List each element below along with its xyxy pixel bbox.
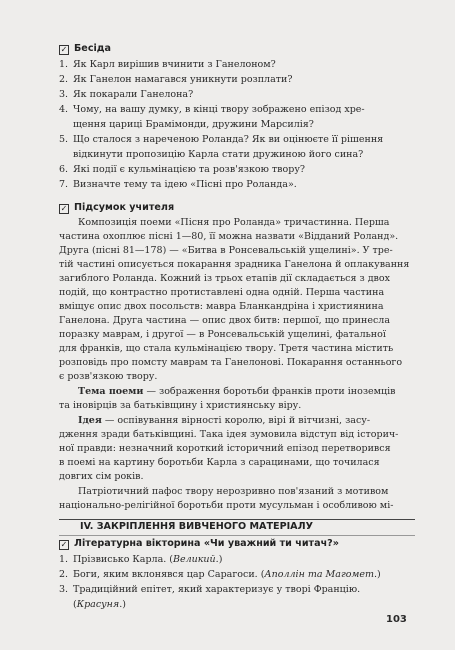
- summary-line: Патріотичний пафос твору нерозривно пов'язаний з мотивом: [78, 486, 389, 497]
- question-number: 6.: [59, 164, 69, 175]
- summary-line: вміщує опис двох посольств: мавра Бланкандріна і християнина: [59, 301, 384, 312]
- summary-line: для франків, що стала кульмінацією твору. Третя частина містить: [59, 343, 394, 354]
- checkbox-icon: ✓: [60, 204, 68, 213]
- quiz-item: (Красуня.): [73, 599, 126, 610]
- question-text: Як Ганелон намагався уникнути розплати?: [73, 74, 293, 85]
- question-text: Як Карл вирішив вчинити з Ганелоном?: [73, 59, 276, 70]
- summary-line: частина охоплює пісні 1—80, її можна назвати «Відданий Роланд».: [59, 231, 399, 242]
- summary-heading: ✓ Підсумок учителя: [60, 202, 175, 213]
- summary-line: поразку маврам, і другої — в Ронсевальській ущелині, фатальної: [59, 329, 386, 340]
- question-number: 3.: [59, 89, 69, 100]
- question-number: 2.: [59, 74, 69, 85]
- summary-line: розповідь про помсту маврам та Ганелонові. Покарання останнього: [59, 357, 403, 368]
- quiz-answer: Аполлін та Магомет: [264, 569, 374, 580]
- idea-line: [78, 415, 370, 426]
- quiz-number: 2.: [59, 569, 69, 580]
- question-text: щення цариці Брамімонди, дружини Марсилія?: [73, 119, 314, 130]
- theme-label: Тема поеми: [78, 386, 144, 397]
- summary-line: Друга (пісні 81—178) — «Битва в Ронсевальській ущелині». У тре-: [59, 245, 393, 256]
- quiz-answer: Красуня: [76, 599, 120, 610]
- quiz-item: Традиційний епітет, який характеризує у творі Францію.: [73, 584, 361, 595]
- idea-text: — оспівування вірності королю, вірі й вітчизні, засу-: [101, 415, 371, 426]
- question-text: відкинути пропозицію Карла стати дружиною його сина?: [73, 149, 364, 160]
- question-text: Чому, на вашу думку, в кінці твору зображено епізод хре-: [73, 104, 365, 115]
- summary-line: та іновірців за батьківщину і християнську віру.: [59, 400, 302, 411]
- summary-line: довгих сім років.: [59, 471, 144, 482]
- summary-line: тій частині описується покарання зрадника Ганелона й оплакування: [59, 259, 410, 270]
- question-text: Як покарали Ганелона?: [73, 89, 194, 100]
- quiz-heading: ✓ Літературна вікторина «Чи уважний ти читач?»: [60, 538, 339, 549]
- summary-line: національно-релігійної боротьби проти мусульман і особливою мі-: [59, 500, 394, 511]
- summary-line: ної правди: незначний короткий історичний епізод перетворився: [59, 443, 391, 454]
- summary-line: дження зради батьківщині. Така ідея зумовила відступ від історич-: [59, 429, 399, 440]
- question-text: Які події є кульмінацією та розв'язкою твору?: [73, 164, 306, 175]
- idea-label: Ідея: [78, 415, 102, 426]
- summary-line: в поемі на картину боротьби Карла з сарацинами, що точилася: [59, 457, 380, 468]
- checkbox-icon: ✓: [60, 540, 68, 549]
- question-number: 7.: [59, 179, 69, 190]
- question-number: 4.: [59, 104, 69, 115]
- theme-line: [78, 386, 396, 397]
- summary-line: Ганелона. Друга частина — опис двох битв: першої, що принесла: [59, 315, 390, 326]
- summary-line: є розв'язкою твору.: [59, 371, 158, 382]
- quiz-item: Прізвисько Карла. (Великий.): [73, 554, 223, 565]
- quiz-item: Боги, яким вклонявся цар Сарагоси. (Аполлін та Магомет.): [73, 569, 381, 580]
- summary-line: подій, що контрастно протиставлені одна одній. Перша частина: [59, 287, 385, 298]
- question-number: 1.: [59, 59, 69, 70]
- theme-text: — зображення боротьби франків проти іноземців: [143, 386, 396, 397]
- quiz-answer: Великий: [172, 554, 216, 565]
- checkbox-icon: ✓: [60, 45, 68, 54]
- quiz-number: 1.: [59, 554, 69, 565]
- question-number: 5.: [59, 134, 69, 145]
- page-number: 103: [386, 614, 407, 625]
- question-text: Визначте тему та ідею «Пісні про Роланда».: [73, 179, 297, 190]
- summary-line: Композиція поеми «Пісня про Роланда» тричастинна. Перша: [78, 217, 390, 228]
- section-heading: IV. ЗАКРІПЛЕННЯ ВИВЧЕНОГО МАТЕРІАЛУ: [59, 519, 415, 536]
- beseda-heading: ✓ Бесіда: [60, 43, 112, 54]
- quiz-number: 3.: [59, 584, 69, 595]
- summary-line: загиблого Роланда. Кожний із трьох етапів дії складається з двох: [59, 273, 390, 284]
- question-text: Що сталося з нареченою Роланда? Як ви оцінюєте її рішення: [73, 134, 384, 145]
